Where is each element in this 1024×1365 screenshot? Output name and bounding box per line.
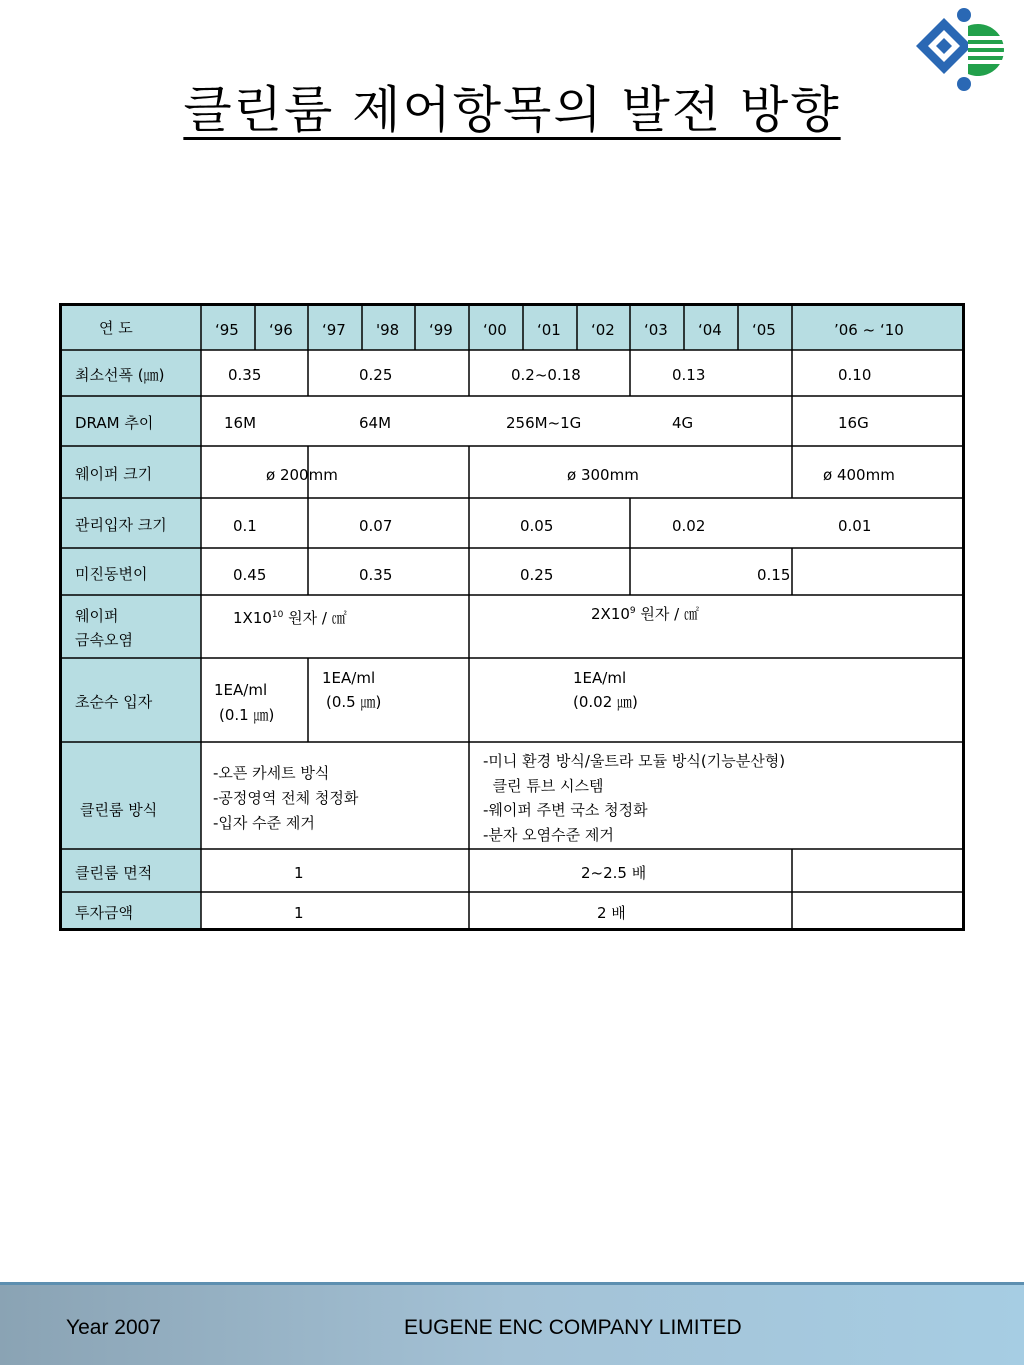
table-cell: 256M~1G — [506, 414, 582, 432]
table-cell: 0.05 — [520, 517, 554, 535]
table-cell: 64M — [359, 414, 392, 432]
table-cell: -분자 오염수준 제거 — [483, 826, 614, 844]
table-cell: 0.13 — [672, 366, 706, 384]
table-cell: 4G — [672, 414, 694, 432]
table-cell: ø 300mm — [567, 466, 639, 484]
table-cell: 1EA/ml — [573, 669, 627, 687]
row-label-investment: 투자금액 — [75, 904, 133, 922]
row-label-dram: DRAM 추이 — [75, 414, 154, 432]
footer-divider — [0, 1282, 1024, 1285]
table-cell: 16G — [838, 414, 869, 432]
table-cell: 0.1 — [233, 517, 257, 535]
row-label-micro-vibration: 미진동변이 — [75, 565, 148, 583]
year-cell: ‘01 — [537, 321, 561, 339]
table-cell: 16M — [224, 414, 257, 432]
row-label-min-line-width: 최소선폭 (㎛) — [75, 366, 165, 384]
year-cell: ‘03 — [644, 321, 668, 339]
table-cell: 0.2~0.18 — [511, 366, 581, 384]
row-label-ultrapure-water: 초순수 입자 — [75, 693, 153, 711]
year-cell: ‘00 — [483, 321, 507, 339]
year-cell: ‘96 — [269, 321, 293, 339]
year-cell: ‘95 — [215, 321, 239, 339]
table-cell: 1EA/ml — [322, 669, 376, 687]
footer-company: EUGENE ENC COMPANY LIMITED — [404, 1316, 742, 1339]
table-cell: -오픈 카세트 방식 — [213, 764, 330, 782]
table-cell: ø 400mm — [823, 466, 895, 484]
table-cell: 0.25 — [359, 366, 393, 384]
table-cell: -공정영역 전체 청정화 — [213, 789, 359, 807]
table-cell: 1 — [294, 864, 304, 882]
table-cell: 1 — [294, 904, 304, 922]
table-cell: 0.01 — [838, 517, 872, 535]
table-cell: 0.35 — [359, 566, 393, 584]
table-cell: $1X10^{10}$ 원자 / ㎠ — [233, 609, 347, 627]
year-cell: ‘04 — [698, 321, 722, 339]
table-cell: 0.25 — [520, 566, 554, 584]
year-cell: ’06 ~ ‘10 — [834, 321, 904, 339]
table-cell: 0.07 — [359, 517, 393, 535]
year-cell: ‘97 — [322, 321, 346, 339]
year-cell: ‘05 — [752, 321, 776, 339]
year-cell: ‘99 — [429, 321, 453, 339]
table-cell: 클린 튜브 시스템 — [483, 777, 604, 795]
year-cell: '98 — [376, 321, 400, 339]
table-cell: -웨이퍼 주변 국소 청정화 — [483, 801, 648, 819]
table-cell: 0.35 — [228, 366, 262, 384]
table-cell: 0.45 — [233, 566, 267, 584]
row-label-cleanroom-method: 클린룸 방식 — [80, 801, 158, 819]
table-cell: (0.5 ㎛) — [326, 693, 382, 711]
table-cell: -미니 환경 방식/울트라 모듈 방식(기능분산형) — [483, 752, 786, 770]
row-label-cleanroom-area: 클린룸 면적 — [75, 864, 153, 882]
table-cell: $2X10^9$ 원자 / ㎠ — [591, 605, 699, 623]
table-cell: 0.10 — [838, 366, 872, 384]
table-cell: 2~2.5 배 — [581, 864, 647, 882]
page-title: 클린룸 제어항목의 발전 방향 — [183, 81, 841, 139]
table-cell: (0.02 ㎛) — [573, 693, 638, 711]
cleanroom-control-table — [59, 303, 965, 931]
row-label-wafer-size: 웨이퍼 크기 — [75, 465, 153, 483]
row-label-wafer-metal-line1: 웨이퍼 — [75, 607, 119, 625]
table-cell: (0.1 ㎛) — [219, 706, 275, 724]
row-label-particle-size: 관리입자 크기 — [75, 516, 167, 534]
company-logo — [914, 4, 1018, 96]
footer-bar — [0, 1282, 1024, 1365]
header-year-label: 연 도 — [99, 319, 133, 337]
table-cell: 2 배 — [597, 904, 626, 922]
year-cell: ‘02 — [591, 321, 615, 339]
table-cell: 1EA/ml — [214, 681, 268, 699]
row-label-wafer-metal-line2: 금속오염 — [75, 631, 133, 649]
table-cell: 0.02 — [672, 517, 706, 535]
table-cell: 0.15 — [757, 566, 791, 584]
table-cell: ø 200mm — [266, 466, 338, 484]
table-cell: -입자 수준 제거 — [213, 814, 315, 832]
footer-year: Year 2007 — [66, 1316, 161, 1339]
